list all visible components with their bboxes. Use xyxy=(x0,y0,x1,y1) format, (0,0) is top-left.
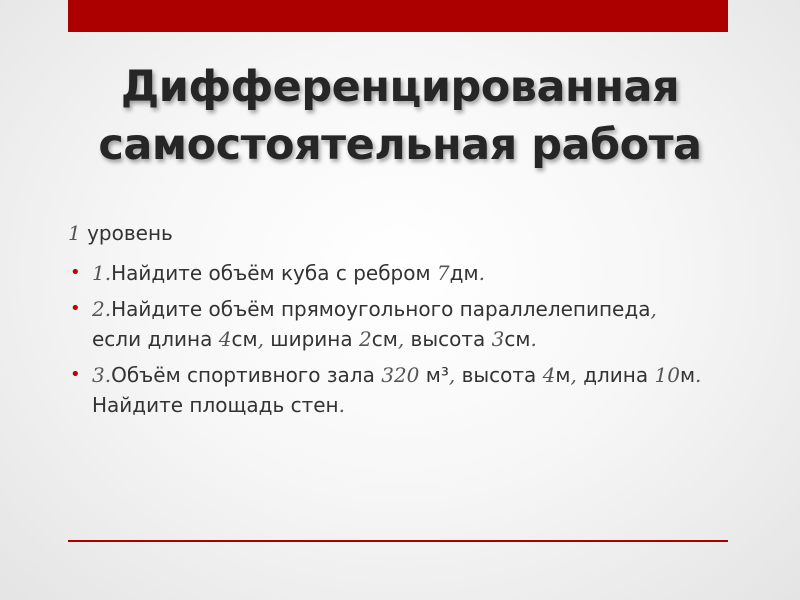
level-label: уровень xyxy=(80,221,173,245)
level-number: 1 xyxy=(68,221,81,245)
task-text: м xyxy=(679,363,696,387)
task-item xyxy=(68,360,708,420)
task-text: Объём спортивного зала xyxy=(111,363,382,387)
task-value: 7 xyxy=(436,261,450,285)
task-text: если длина xyxy=(92,327,219,351)
task-text: высота xyxy=(461,363,543,387)
task-list xyxy=(68,258,708,420)
task-number: 1. xyxy=(92,261,112,285)
task-value: 320 xyxy=(381,363,426,387)
slide-title: Дифференцированная самостоятельная работа xyxy=(98,62,702,170)
level-heading xyxy=(68,218,708,248)
bullet-icon: • xyxy=(70,364,81,385)
task-value: . xyxy=(530,327,537,351)
task-value: , xyxy=(397,327,411,351)
bullet-icon: • xyxy=(70,262,81,283)
task-text: м³ xyxy=(425,363,449,387)
bottom-divider xyxy=(68,540,728,542)
task-value: 10 xyxy=(654,363,680,387)
task-text: см xyxy=(371,327,398,351)
task-value: , xyxy=(448,363,462,387)
task-text: дм xyxy=(449,261,479,285)
task-text: Найдите объём прямоугольного параллелепипеда xyxy=(111,297,651,321)
task-value: . xyxy=(338,393,345,417)
task-text: ширина xyxy=(270,327,359,351)
task-text: Найдите площадь стен xyxy=(92,393,339,417)
task-value: 2 xyxy=(358,327,372,351)
task-value: , xyxy=(650,297,657,321)
task-text: высота xyxy=(410,327,492,351)
task-value: . xyxy=(695,363,702,387)
task-text: Найдите объём куба с ребром xyxy=(111,261,437,285)
task-value: 3 xyxy=(491,327,505,351)
task-value: . xyxy=(478,261,485,285)
bullet-icon: • xyxy=(70,298,81,319)
task-number: 2. xyxy=(92,297,112,321)
slide-content xyxy=(68,218,708,426)
task-value: 4 xyxy=(542,363,556,387)
task-value: 4 xyxy=(218,327,232,351)
task-value: , xyxy=(257,327,271,351)
task-number: 3. xyxy=(92,363,112,387)
task-item xyxy=(68,258,708,288)
task-item xyxy=(68,294,708,354)
top-accent-bar xyxy=(68,0,728,32)
task-text: см xyxy=(504,327,531,351)
task-value: , xyxy=(570,363,584,387)
task-text: м xyxy=(555,363,571,387)
task-text: длина xyxy=(583,363,655,387)
task-text: см xyxy=(231,327,258,351)
